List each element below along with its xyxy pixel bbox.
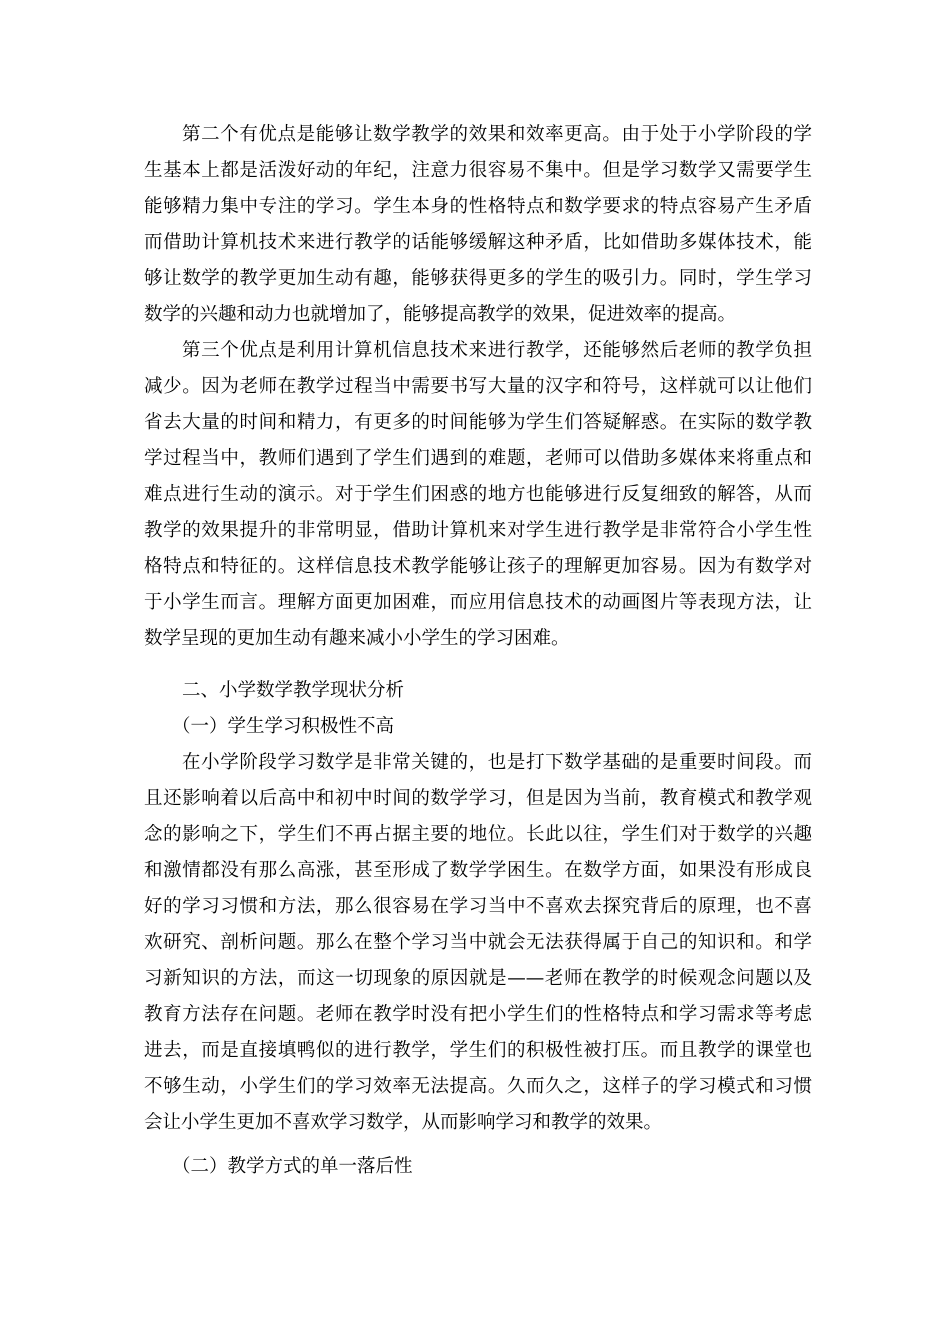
text-line: 数学呈现的更加生动有趣来减小小学生的学习困难。 [144, 628, 570, 649]
text-line: 念的影响之下，学生们不再占据主要的地位。长此以往，学生们对于数学的兴趣 [144, 824, 812, 845]
text-line: 难点进行生动的演示。对于学生们困惑的地方也能够进行反复细致的解答，从而 [144, 484, 812, 505]
text-line: 格特点和特征的。这样信息技术教学能够让孩子的理解更加容易。因为有数学对 [144, 556, 812, 577]
text-line: 好的学习习惯和方法，那么很容易在学习当中不喜欢去探究背后的原理，也不喜 [144, 896, 812, 917]
text-line: 习新知识的方法，而这一切现象的原因就是——老师在教学的时候观念问题以及 [144, 968, 812, 989]
text-line: 而借助计算机技术来进行教学的话能够缓解这种矛盾，比如借助多媒体技术，能 [144, 232, 812, 253]
subsection-heading: （二）教学方式的单一落后性 [172, 1156, 413, 1177]
section-heading: 二、小学数学教学现状分析 [182, 680, 405, 701]
subsection-heading: （一）学生学习积极性不高 [172, 716, 395, 737]
text-line: 减少。因为老师在教学过程当中需要书写大量的汉字和符号，这样就可以让他们 [144, 376, 812, 397]
text-line: 进去，而是直接填鸭似的进行教学，学生们的积极性被打压。而且教学的课堂也 [144, 1040, 812, 1061]
text-line: 教学的效果提升的非常明显，借助计算机来对学生进行教学是非常符合小学生性 [144, 520, 812, 541]
text-line: 第二个有优点是能够让数学教学的效果和效率更高。由于处于小学阶段的学 [182, 124, 812, 145]
text-line: 够让数学的教学更加生动有趣，能够获得更多的学生的吸引力。同时，学生学习 [144, 268, 812, 289]
text-line: 省去大量的时间和精力，有更多的时间能够为学生们答疑解惑。在实际的数学教 [144, 412, 812, 433]
text-line: 生基本上都是活泼好动的年纪，注意力很容易不集中。但是学习数学又需要学生 [144, 160, 812, 181]
text-line: 且还影响着以后高中和初中时间的数学学习，但是因为当前，教育模式和教学观 [144, 788, 812, 809]
text-line: 第三个优点是利用计算机信息技术来进行教学，还能够然后老师的教学负担 [182, 340, 812, 361]
text-line: 和激情都没有那么高涨，甚至形成了数学学困生。在数学方面，如果没有形成良 [144, 860, 812, 881]
text-line: 于小学生而言。理解方面更加困难，而应用信息技术的动画图片等表现方法，让 [144, 592, 812, 613]
text-line: 欢研究、剖析问题。那么在整个学习当中就会无法获得属于自己的知识和。和学 [144, 932, 812, 953]
text-line: 学过程当中，教师们遇到了学生们遇到的难题，老师可以借助多媒体来将重点和 [144, 448, 812, 469]
text-line: 数学的兴趣和动力也就增加了，能够提高教学的效果，促进效率的提高。 [144, 304, 737, 325]
text-line: 能够精力集中专注的学习。学生本身的性格特点和数学要求的特点容易产生矛盾 [144, 196, 812, 217]
text-line: 教育方法存在问题。老师在教学时没有把小学生们的性格特点和学习需求等考虑 [144, 1004, 812, 1025]
text-line: 会让小学生更加不喜欢学习数学，从而影响学习和教学的效果。 [144, 1112, 663, 1133]
text-line: 在小学阶段学习数学是非常关键的，也是打下数学基础的是重要时间段。而 [182, 752, 812, 773]
text-line: 不够生动，小学生们的学习效率无法提高。久而久之，这样子的学习模式和习惯 [144, 1076, 812, 1097]
